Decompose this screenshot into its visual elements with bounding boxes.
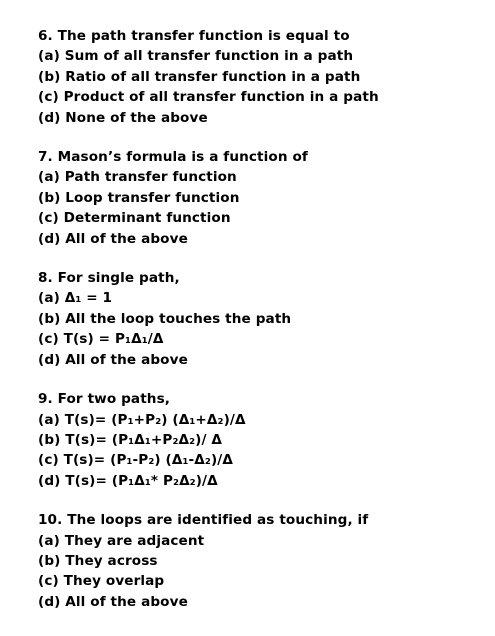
question-7	[38, 147, 488, 249]
option-d: (d) All of the above	[38, 230, 188, 247]
option-a: (a) They are adjacent	[38, 532, 205, 549]
option-a: (a) Sum of all transfer function in a path	[38, 48, 354, 65]
question-text: 10. The loops are identified as touching, if	[38, 512, 369, 529]
option-b: (b) Ratio of all transfer function in a path	[38, 68, 361, 85]
option-d: (d) All of the above	[38, 593, 188, 610]
question-sheet	[38, 26, 488, 631]
question-10	[38, 510, 488, 612]
option-d: (d) T(s)= (P₁Δ₁* P₂Δ₂)/Δ	[38, 472, 218, 489]
option-c: (c) Determinant function	[38, 210, 231, 227]
option-b: (b) T(s)= (P₁Δ₁+P₂Δ₂)/ Δ	[38, 431, 223, 448]
option-c: (c) T(s) = P₁Δ₁/Δ	[38, 331, 164, 348]
question-9	[38, 389, 488, 491]
option-a: (a) T(s)= (P₁+P₂) (Δ₁+Δ₂)/Δ	[38, 411, 246, 428]
option-d: (d) None of the above	[38, 109, 208, 126]
question-text: 7. Mason’s formula is a function of	[38, 149, 308, 166]
option-c: (c) Product of all transfer function in a path	[38, 89, 379, 106]
option-b: (b) They across	[38, 552, 158, 569]
question-8	[38, 268, 488, 370]
option-c: (c) They overlap	[38, 573, 165, 590]
question-text: 8. For single path,	[38, 270, 180, 287]
option-a: (a) Δ₁ = 1	[38, 290, 113, 307]
option-c: (c) T(s)= (P₁-P₂) (Δ₁-Δ₂)/Δ	[38, 452, 233, 469]
option-d: (d) All of the above	[38, 351, 188, 368]
option-a: (a) Path transfer function	[38, 169, 237, 186]
question-text: 9. For two paths,	[38, 391, 171, 408]
question-text: 6. The path transfer function is equal to	[38, 28, 350, 44]
question-6	[38, 26, 488, 128]
option-b: (b) All the loop touches the path	[38, 310, 292, 327]
option-b: (b) Loop transfer function	[38, 189, 240, 206]
